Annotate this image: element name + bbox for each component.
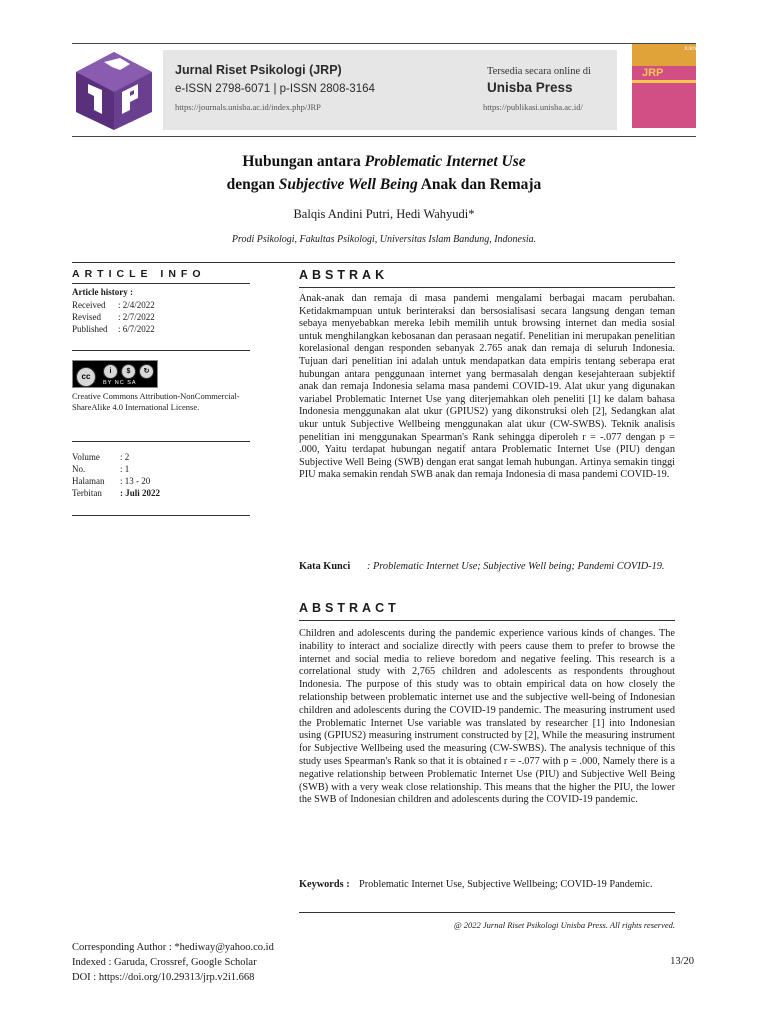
article-history-label: Article history :	[72, 287, 133, 297]
history-rule	[72, 350, 250, 351]
cc-license-badge[interactable]	[72, 360, 158, 388]
sa-icon: ↻	[139, 364, 154, 379]
publisher-name: Unisba Press	[487, 80, 573, 95]
keywords: Keywords : Problematic Internet Use, Subjective Wellbeing; COVID-19 Pandemic.	[299, 879, 653, 890]
corresponding-author: Corresponding Author : *hediway@yahoo.co.id	[72, 942, 274, 953]
doi-link[interactable]: DOI : https://doi.org/10.29313/jrp.v2i1.668	[72, 972, 255, 983]
copyright-notice: @ 2022 Jurnal Riset Psikologi Unisba Press. All rights reserved.	[453, 920, 675, 930]
number-row: No. : 1	[72, 464, 130, 474]
abstrak-heading: ABSTRAK	[299, 268, 389, 282]
abstrak-rule	[299, 287, 675, 288]
header-bottom-rule	[72, 136, 696, 137]
cover-stripe	[632, 80, 696, 83]
nc-icon: $	[121, 364, 136, 379]
journal-cover-thumbnail	[632, 44, 704, 128]
available-online-text: Tersedia secara online di	[487, 66, 591, 77]
history-revised: Revised : 2/7/2022	[72, 312, 155, 322]
kata-kunci: Kata Kunci : Problematic Internet Use; Subjective Well being; Pandemi COVID-19.	[299, 561, 665, 572]
abstract-heading: ABSTRACT	[299, 601, 400, 615]
abstrak-text: Anak-anak dan remaja di masa pandemi mengalami berbagai macam perubahan. Ketidakmampuan untuk berinteraksi dan bersosialisasi secara langsung dengan teman sebaya menyebabkan mereka lebih memilih untuk browsing internet dan media sosial untuk menghilangkan kebosanan dan perasaan negatif. Penelitian ini merupakan penelitian korelasional dengan responden sebanyak 2.765 anak dan remaja di seluruh Indonesia. Tujuan dari penelitian ini adalah untuk mendapatkan data empiris tentang seberapa erat hubungan antara penggunaan internet yang bermasalah dengan kesejahteraan subjektif anak dan remaja Indonesia selama masa pandemi COVID-19. Alat ukur yang digunakan variabel Problematic Internet Use yang diterjemahkan oleh peneliti [1] ke dalam bahasa Indonesia menggunakan alat ukur (GPIUS2) yang dikonstruksi oleh [2], Sedangkan alat ukur untuk Subjective Wellbeing menggunakan alat ukur (CW-SWBS). Teknik analisis penelitian ini menggunakan Spearman's Rank sehingga diperoleh r = -.077 dengan p = .000, Yaitu terdapat hubungan negatif antara Problematic Internet Use (PIU) dengan Subjective Well Being (SWB) dengan erat sangat lemah hubungan. Artinya semakin tinggi PIU maka semakin rendah SWB anak dan remaja Indonesia di masa pandemi COVID-19.	[299, 293, 675, 481]
cc-icon: cc	[76, 367, 96, 387]
article-info-rule	[72, 283, 250, 284]
by-icon: i	[103, 364, 118, 379]
history-received: Received : 2/4/2022	[72, 300, 155, 310]
abstract-text: Children and adolescents during the pandemic experience various kinds of changes. The inability to interact and socialize directly with peers cause them to prefer to browse the internet and social media to relieve boredom and negative feeling. This research is a correlational study with 2,765 children and adolescents as respondents throughout Indonesia. The purpose of this study was to obtain empirical data on how closely the relationship between problematic internet use and the subjective well-being of Indonesian children and adolescents during the COVID-19 pandemic. The measuring instrument used the Problematic Internet Use variable was translated by researcher [1] into Indonesian using (GPIUS2) measuring instrument constructed by [2], While the measuring instrument for Subjective Wellbeing used the measuring (CW-SWBS). The analysis technique of this study uses Spearman's Rank so that it is obtained r = -.077 with p = .000, Namely there is a negative relationship between Problematic Internet Use (PIU) and Subjective Well Being (SWB) with a very weak close relationship. This means that the higher the PIU, the lower the SWB of Indonesian children and adolescents during the COVID-19 pandemic.	[299, 628, 675, 806]
section-top-rule	[72, 262, 675, 263]
authors: Balqis Andini Putri, Hedi Wahyudi*	[293, 207, 475, 221]
jrp-logo	[72, 50, 156, 132]
journal-title: Jurnal Riset Psikologi (JRP)	[175, 63, 342, 77]
cc-strip-text: BY NC SA	[103, 380, 137, 386]
journal-issn: e-ISSN 2798-6071 | p-ISSN 2808-3164	[175, 83, 375, 95]
affiliation: Prodi Psikologi, Fakultas Psikologi, Universitas Islam Bandung, Indonesia.	[231, 234, 537, 245]
header-top-rule	[72, 43, 696, 44]
page-number: 13/20	[670, 956, 694, 967]
abstract-rule	[299, 620, 675, 621]
cover-small-text: JURNAL	[684, 47, 704, 52]
license-text: Creative Commons Attribution-NonCommercial-ShareAlike 4.0 International License.	[72, 391, 240, 412]
volume-rule	[72, 515, 250, 516]
publisher-url-link[interactable]: https://publikasi.unisba.ac.id/	[483, 102, 583, 112]
article-title-line2: dengan Subjective Well Being Anak dan Remaja	[226, 176, 542, 193]
cover-label: JRP	[642, 67, 664, 79]
indexed-by: Indexed : Garuda, Crossref, Google Scholar	[72, 957, 257, 968]
article-info-heading: ARTICLE INFO	[72, 268, 206, 280]
abstract-bottom-rule	[299, 912, 675, 913]
article-title-line1: Hubungan antara Problematic Internet Use	[242, 153, 526, 170]
published-row: Terbitan : Juli 2022	[72, 488, 161, 498]
volume-row: Volume : 2	[72, 452, 130, 462]
license-rule	[72, 441, 250, 442]
journal-url-link[interactable]: https://journals.unisba.ac.id/index.php/JRP	[175, 102, 321, 112]
pages-row: Halaman : 13 - 20	[72, 476, 151, 486]
history-published: Published : 6/7/2022	[72, 324, 155, 334]
